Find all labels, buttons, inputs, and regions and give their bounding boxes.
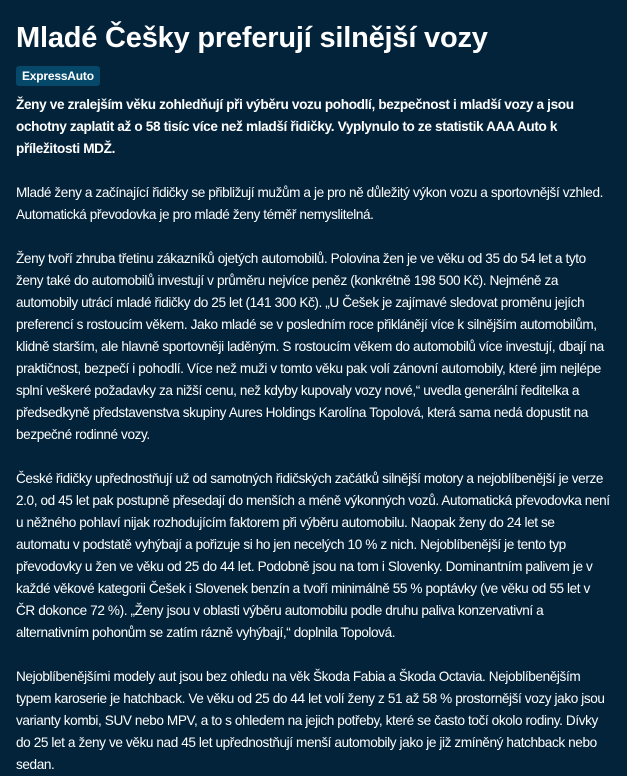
article-perex: Ženy ve zralejším věku zohledňují při výběru vozu pohodlí, bezpečnost i mladší vozy a jsou ochotny zaplatit až o 58 tisíc více než mladší řidičky. Vyplynulo to ze statistik AAA Auto k příležitosti MDŽ. bbox=[16, 97, 574, 156]
article-paragraph: Ženy tvoří zhruba třetinu zákazníků ojetých automobilů. Polovina žen je ve věku od 35 do 54 let a tyto ženy také do automobilů investují v průměru nejvíce peněz (konkrétně 198 500 Kč). Nejméně za automobily utrácí mladé řidičky do 25 let (141 300 Kč). „U Češek je zajímavé sledovat proměnu jejích preferencí s rostoucím věkem. Jako mladé se v posledním roce přiklánějí více k silnějším automobilům, klidně starším, ale hlavně sportovněji laděným. S rostoucím věkem do automobilů více investují, dbají na praktičnost, bezpečí i pohodlí. Více než muži v tomto věku pak volí zánovní automobily, které jim nejlépe splní veškeré požadavky za nižší cenu, než kdyby kupovaly vozy nové,“ uvedla generální ředitelka a předsedkyně představenstva skupiny Aures Holdings Karolína Topolová, která sama nedá dopustit na bezpečné rodinné vozy. bbox=[16, 251, 604, 442]
article-paragraph: Mladé ženy a začínající řidičky se přibližují mužům a je pro ně důležitý výkon vozu a sportovnější vzhled. Automatická převodovka je pro mladé ženy téměř nemyslitelná. bbox=[16, 185, 603, 222]
article-paragraph: České řidičky upřednostňují už od samotných řidičských začátků silnější motory a nejoblíbenější je verze 2.0, od 45 let pak postupně přesedají do menších a méně výkonných vozů. Automatická převodovka není u něžného pohlaví nijak rozhodujícím faktorem při výběru automobilu. Naopak ženy do 24 let se automatu v podstatě vyhýbají a pořizuje si ho jen necelých 10 % z nich. Nejoblíbenější je tento typ převodovky u žen ve věku od 25 do 44 let. Podobně jsou na tom i Slovenky. Dominantním palivem je v každé věkové kategorii Češek i Slovenek benzín a tvoří minimálně 55 % poptávky (ve věku od 55 let v ČR dokonce 72 %). „Ženy jsou v oblasti výběru automobilu podle druhu paliva konzervativní a alternativním pohonům se zatím rázně vyhýbají,“ doplnila Topolová. bbox=[16, 471, 610, 640]
article-title: Mladé Češky preferují silnější vozy bbox=[16, 22, 488, 54]
article-paragraph: Nejoblíbenějšími modely aut jsou bez ohledu na věk Škoda Fabia a Škoda Octavia. Nejoblíbenějším typem karoserie je hatchback. Ve věku od 25 do 44 let volí ženy z 51 až 58 % prostornější vozy jako jsou varianty kombi, SUV nebo MPV, a to s ohledem na jejich potřeby, které se často točí okolo rodiny. Dívky do 25 let a ženy ve věku nad 45 let upřednostňují menší automobily jako je již zmíněný hatchback nebo sedan. bbox=[16, 669, 605, 772]
source-badge[interactable]: ExpressAuto bbox=[16, 66, 100, 86]
